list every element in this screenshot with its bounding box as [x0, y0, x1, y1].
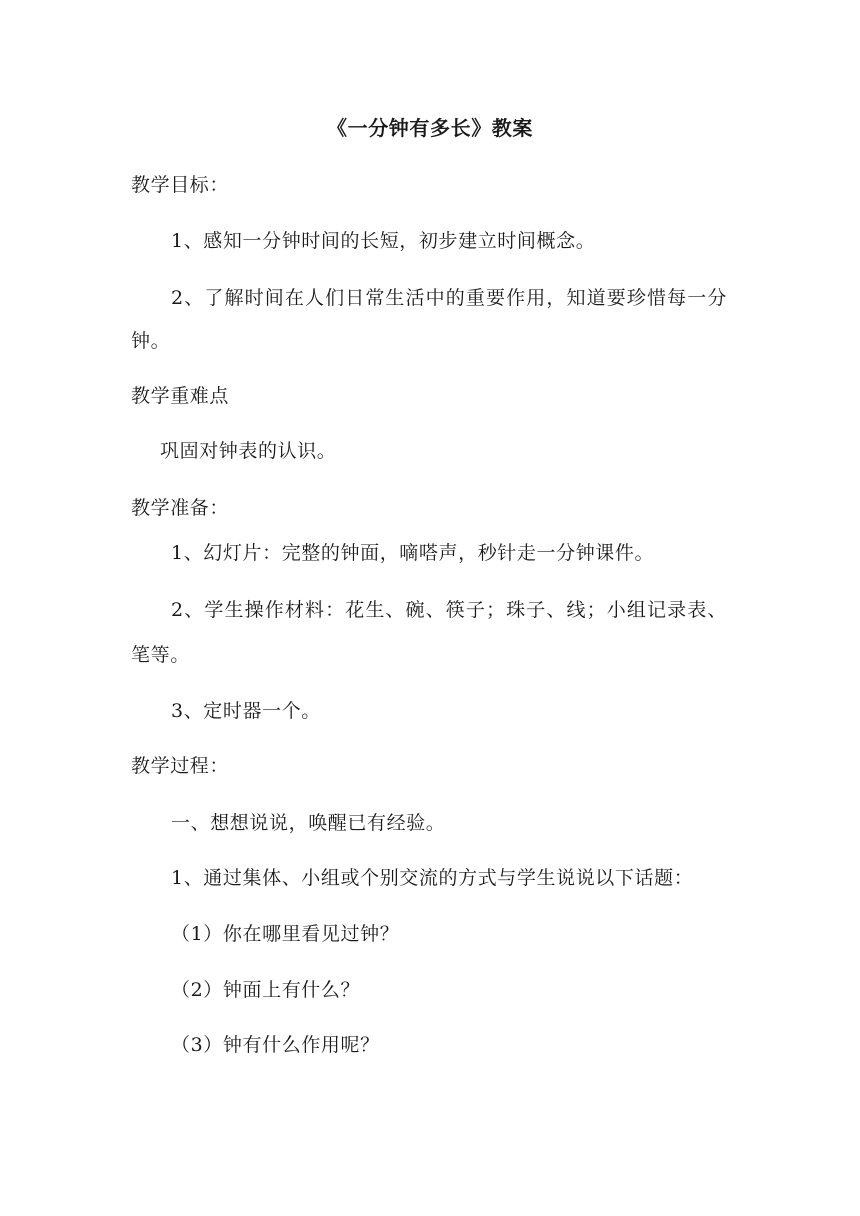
- process-step-1: 一、想想说说，唤醒已有经验。: [171, 812, 446, 834]
- goal-item-1: 1、感知一分钟时间的长短，初步建立时间概念。: [171, 230, 596, 252]
- process-step-1-1: 1、通过集体、小组或个别交流的方式与学生说说以下话题：: [171, 867, 694, 889]
- prep-item-2-line-1: 2、学生操作材料：花生、碗、筷子；珠子、线；小组记录表、: [171, 599, 727, 621]
- document-title: 《一分钟有多长》教案: [327, 116, 533, 140]
- goal-item-2-line-1: 2、了解时间在人们日常生活中的重要作用，知道要珍惜每一分: [171, 287, 727, 309]
- goals-heading: 教学目标：: [131, 174, 230, 196]
- goal-item-2-line-2: 钟。: [131, 330, 171, 352]
- question-2: （2）钟面上有什么？: [171, 979, 361, 1001]
- process-heading: 教学过程：: [131, 755, 230, 777]
- prep-item-3: 3、定时器一个。: [171, 700, 321, 722]
- question-1: （1）你在哪里看见过钟？: [171, 923, 400, 945]
- prep-item-2-line-2: 笔等。: [131, 644, 190, 666]
- prep-heading: 教学准备：: [131, 497, 230, 519]
- question-3: （3）钟有什么作用呢？: [171, 1034, 380, 1056]
- difficulty-heading: 教学重难点: [131, 385, 230, 407]
- prep-item-1: 1、幻灯片：完整的钟面，嘀嗒声，秒针走一分钟课件。: [171, 542, 655, 564]
- difficulty-text: 巩固对钟表的认识。: [160, 440, 337, 462]
